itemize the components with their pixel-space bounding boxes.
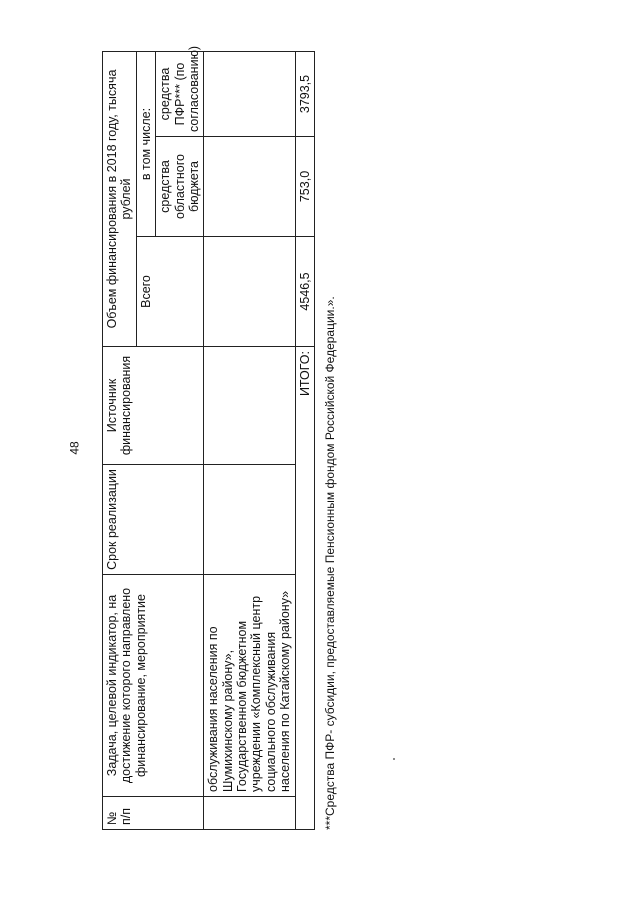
header-task: Задача, целевой индикатор, на достижение которого направлено финансирование, мероприятие	[103, 575, 204, 797]
header-term: Срок реализации	[103, 465, 204, 575]
header-num: № п/п	[103, 797, 204, 830]
regional-total-value: 753,0	[295, 137, 314, 237]
financing-table	[102, 45, 315, 830]
row-pfr	[204, 52, 295, 137]
scan-mark	[393, 758, 395, 760]
total-value: 4546,5	[295, 237, 314, 347]
page-number: 48	[67, 441, 82, 455]
row-total	[204, 237, 295, 347]
table-total-row	[295, 52, 314, 830]
header-total: Всего	[136, 237, 204, 347]
row-num	[204, 797, 295, 830]
total-label: ИТОГО:	[295, 347, 314, 830]
header-source: Источник финансирования	[103, 347, 204, 465]
row-term	[204, 465, 295, 575]
pfr-total-value: 3793,5	[295, 52, 314, 137]
header-volume: Объем финансирования в 2018 году, тысяча рублей	[103, 52, 137, 347]
row-regional	[204, 137, 295, 237]
header-regional: средства областного бюджета	[156, 137, 204, 237]
row-source	[204, 347, 295, 465]
row-task: обслуживания населения по Шумихинскому району», Государственном бюджетном учреждении «Комплексный центр социального обслуживания населения по Катайскому району»	[204, 575, 295, 797]
table-row	[204, 52, 295, 830]
header-pfr: средства ПФР*** (по согласованию)	[156, 52, 204, 137]
footnote: ***Средства ПФР- субсидии, предоставляемые Пенсионным фондом Российской Федерации.».	[323, 296, 337, 830]
header-including: в том числе:	[136, 52, 155, 237]
table-header-row-1	[103, 52, 137, 830]
